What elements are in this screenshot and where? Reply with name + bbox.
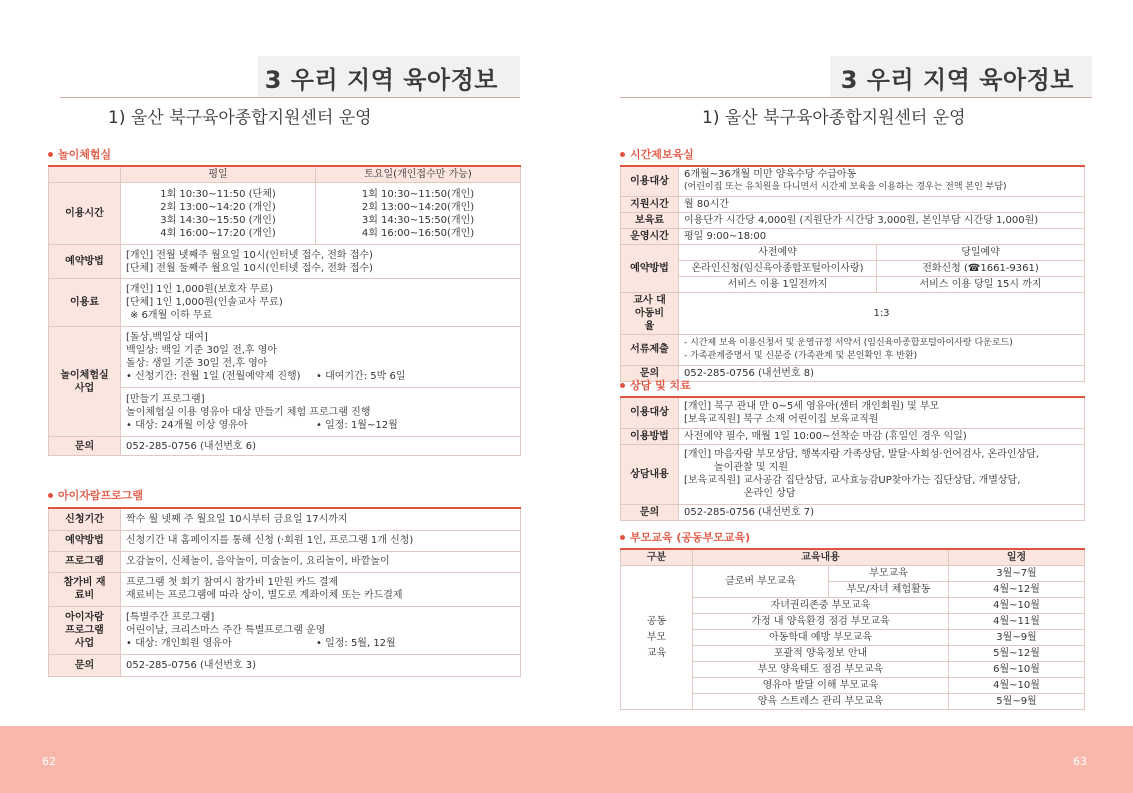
docs-cell: - 시간제 보육 이용신청서 및 운영규정 서약서 (임신육아종합포털아이사랑 다운로드) - 가족관계증명서 및 신분증 (가족관계 및 본인확인 후 반환) bbox=[679, 334, 1085, 365]
table-row bbox=[621, 504, 1085, 520]
empty-header-cell bbox=[49, 166, 121, 183]
aijaram-table bbox=[48, 507, 521, 677]
table-row bbox=[49, 327, 521, 388]
table-row bbox=[621, 428, 1085, 444]
counsel-table bbox=[620, 396, 1085, 521]
content-cell: [개인] 마음자람 부모상담, 행복자람 가족상담, 발달·사회성·언어검사, 온라인상담, 놀이관찰 및 지원 [보육교직원] 교사공감 집단상담, 교사효능감UP찾아가는 집단상담, 개별상담, 온라인 상담 bbox=[679, 444, 1085, 504]
table-row bbox=[49, 530, 521, 551]
edu-content: 부모/자녀 체험활동 bbox=[829, 582, 949, 598]
saturday-times: 1회 10:30~11:50(개인) 2회 13:00~14:20(개인) 3회 14:30~15:50(개인) 4회 16:00~16:50(개인) bbox=[316, 183, 521, 245]
section-subtitle: 1) 울산 북구육아종합지원센터 운영 bbox=[702, 108, 966, 128]
clover-label: 클로버 부모교육 bbox=[693, 566, 829, 598]
table-row bbox=[621, 166, 1085, 196]
row-value: 월 80시간 bbox=[679, 196, 1085, 212]
col-header-schedule: 일정 bbox=[949, 549, 1085, 566]
row-value: 오감놀이, 신체놀이, 음악놀이, 미술놀이, 요리놀이, 바깥놀이 bbox=[121, 551, 521, 572]
row-label: 문의 bbox=[621, 504, 679, 520]
table-row bbox=[49, 437, 521, 456]
row-label: 프로그램 bbox=[49, 551, 121, 572]
edu-content: 부모 양육태도 점검 부모교육 bbox=[693, 662, 949, 678]
edu-content: 양육 스트레스 관리 부모교육 bbox=[693, 694, 949, 710]
row-label: 문의 bbox=[49, 654, 121, 676]
page-number-left: 62 bbox=[42, 755, 56, 768]
row-label: 참가비 재료비 bbox=[49, 572, 121, 606]
row-label: 이용방법 bbox=[621, 428, 679, 444]
edu-schedule: 4월~10월 bbox=[949, 598, 1085, 614]
row-label: 보육료 bbox=[621, 212, 679, 228]
table-row bbox=[621, 292, 1085, 334]
group-label: 공동 부모 교육 bbox=[621, 566, 693, 710]
table-row bbox=[49, 166, 521, 183]
edu-schedule: 5월~12월 bbox=[949, 646, 1085, 662]
header-divider bbox=[620, 97, 1092, 98]
table-row bbox=[49, 572, 521, 606]
pre-when: 서비스 이용 1일전까지 bbox=[679, 276, 877, 292]
page-footer bbox=[0, 726, 1133, 793]
bullet-icon bbox=[48, 152, 53, 157]
col-header-content: 교육내용 bbox=[693, 549, 949, 566]
table-row bbox=[621, 566, 1085, 582]
chapter-title: 3 우리 지역 육아정보 bbox=[840, 66, 1074, 94]
bullet-icon bbox=[620, 383, 625, 388]
section-subtitle: 1) 울산 북구육아종합지원센터 운영 bbox=[108, 108, 372, 128]
edu-content: 가정 내 양육환경 점검 부모교육 bbox=[693, 614, 949, 630]
table-row bbox=[621, 397, 1085, 428]
edu-content: 포괄적 양육정보 안내 bbox=[693, 646, 949, 662]
target-cell: 6개월~36개월 미만 양육수당 수급아동 (어린이집 또는 유치원을 다니면서 시간제 보육을 이용하는 경우는 전액 본인 부담) bbox=[679, 166, 1085, 196]
row-label: 신청기간 bbox=[49, 508, 121, 530]
row-label: 문의 bbox=[621, 365, 679, 381]
row-label: 이용료 bbox=[49, 279, 121, 327]
row-label: 예약방법 bbox=[621, 244, 679, 292]
row-label: 지원시간 bbox=[621, 196, 679, 212]
bullet-icon bbox=[48, 493, 53, 498]
same-method: 전화신청 (☎1661-9361) bbox=[877, 260, 1085, 276]
table-row bbox=[621, 244, 1085, 260]
ratio-value: 1:3 bbox=[679, 292, 1085, 334]
row-label: 이용대상 bbox=[621, 397, 679, 428]
fee-cell: [개인] 1인 1,000원(보호자 무료) [단체] 1인 1,000원(인솔교사 무료) ※ 6개월 이하 무료 bbox=[121, 279, 521, 327]
bullet-icon bbox=[620, 152, 625, 157]
reserve-cell: [개인] 전월 넷째주 월요일 10시(인터넷 접수, 전화 접수) [단체] 전월 둘째주 월요일 10시(인터넷 접수, 전화 접수) bbox=[121, 245, 521, 279]
table-row bbox=[621, 212, 1085, 228]
parent-edu-table bbox=[620, 548, 1085, 710]
edu-content: 아동학대 예방 부모교육 bbox=[693, 630, 949, 646]
table-row bbox=[49, 279, 521, 327]
row-label: 운영시간 bbox=[621, 228, 679, 244]
table-row bbox=[621, 260, 1085, 276]
edu-content: 부모교육 bbox=[829, 566, 949, 582]
row-label: 예약방법 bbox=[49, 245, 121, 279]
contact-cell: 052-285-0756 (내선번호 8) bbox=[679, 365, 1085, 381]
timecare-table bbox=[620, 165, 1085, 382]
row-value: 사전예약 필수, 매월 1일 10:00~선착순 마감 (휴일인 경우 익일) bbox=[679, 428, 1085, 444]
row-label: 예약방법 bbox=[49, 530, 121, 551]
chapter-title: 3 우리 지역 육아정보 bbox=[264, 66, 498, 94]
row-value: 이용단가 시간당 4,000원 (지원단가 시간당 3,000원, 본인부담 시간당 1,000원) bbox=[679, 212, 1085, 228]
section-heading-parent-edu: 부모교육 (공동부모교육) bbox=[620, 529, 750, 545]
pre-method: 온라인신청(임신육아종합포털아이사랑) bbox=[679, 260, 877, 276]
row-label: 교사 대 아동비율 bbox=[621, 292, 679, 334]
row-label: 이용시간 bbox=[49, 183, 121, 245]
table-row bbox=[49, 654, 521, 676]
left-page bbox=[48, 0, 520, 726]
edu-schedule: 3월~7월 bbox=[949, 566, 1085, 582]
program-b-cell: [만들기 프로그램] 놀이체험실 이용 영유아 대상 만들기 체험 프로그램 진행 • 대상: 24개월 이상 영유아 • 일정: 1월~12월 bbox=[121, 388, 521, 437]
table-row bbox=[49, 245, 521, 279]
edu-schedule: 4월~12월 bbox=[949, 582, 1085, 598]
program-a-cell: [돌상,백일상 대여] 백일상: 백일 기준 30일 전,후 영아 돌상: 생일 기준 30일 전,후 영아 • 신청기간: 전월 1일 (전월예약제 진행) • 대여기간: 5박 6일 bbox=[121, 327, 521, 388]
table-row bbox=[621, 196, 1085, 212]
col-header-pre: 사전예약 bbox=[679, 244, 877, 260]
table-row bbox=[49, 606, 521, 654]
row-value: 평일 9:00~18:00 bbox=[679, 228, 1085, 244]
row-label: 상담내용 bbox=[621, 444, 679, 504]
section-heading-timecare: 시간제보육실 bbox=[620, 146, 694, 162]
col-header-saturday: 토요일(개인접수만 가능) bbox=[316, 166, 521, 183]
contact-cell: 052-285-0756 (내선번호 6) bbox=[121, 437, 521, 456]
col-header-same: 당일예약 bbox=[877, 244, 1085, 260]
section-heading-play: 놀이체험실 bbox=[48, 146, 111, 162]
section-heading-counsel: 상담 및 치료 bbox=[620, 377, 691, 393]
edu-content: 자녀권리존중 부모교육 bbox=[693, 598, 949, 614]
col-header-weekday: 평일 bbox=[121, 166, 316, 183]
page-number-right: 63 bbox=[1073, 755, 1087, 768]
weekday-times: 1회 10:30~11:50 (단체) 2회 13:00~14:20 (개인) 3회 14:30~15:50 (개인) 4회 16:00~17:20 (개인) bbox=[121, 183, 316, 245]
row-value: 짝수 월 넷째 주 월요일 10시부터 금요일 17시까지 bbox=[121, 508, 521, 530]
row-label: 아이자람 프로그램 사업 bbox=[49, 606, 121, 654]
same-when: 서비스 이용 당일 15시 까지 bbox=[877, 276, 1085, 292]
row-label: 이용대상 bbox=[621, 166, 679, 196]
table-row bbox=[49, 183, 521, 245]
edu-content: 영유아 발달 이해 부모교육 bbox=[693, 678, 949, 694]
row-label: 놀이체험실 사업 bbox=[49, 327, 121, 437]
table-row bbox=[49, 508, 521, 530]
bullet-icon bbox=[620, 535, 625, 540]
edu-schedule: 3월~9월 bbox=[949, 630, 1085, 646]
contact-cell: 052-285-0756 (내선번호 7) bbox=[679, 504, 1085, 520]
edu-schedule: 6월~10월 bbox=[949, 662, 1085, 678]
contact-cell: 052-285-0756 (내선번호 3) bbox=[121, 654, 521, 676]
special-cell: [특별주간 프로그램] 어린이날, 크리스마스 주간 특별프로그램 운영 • 대상: 개인회원 영유아 • 일정: 5월, 12월 bbox=[121, 606, 521, 654]
play-room-table bbox=[48, 165, 521, 456]
right-page bbox=[620, 0, 1092, 726]
target-cell: [개인] 북구 관내 만 0~5세 영유아(센터 개인회원) 및 부모 [보육교직원] 북구 소재 어린이집 보육교직원 bbox=[679, 397, 1085, 428]
fee-cell: 프로그램 첫 회기 참여시 참가비 1만원 카드 결제 재료비는 프로그램에 따라 상이, 별도로 계좌이체 또는 카드결제 bbox=[121, 572, 521, 606]
header-divider bbox=[60, 97, 520, 98]
table-row bbox=[49, 551, 521, 572]
table-row bbox=[621, 334, 1085, 365]
edu-schedule: 4월~10월 bbox=[949, 678, 1085, 694]
col-header-type: 구분 bbox=[621, 549, 693, 566]
table-row bbox=[621, 228, 1085, 244]
row-value: 신청기간 내 홈페이지를 통해 신청 (·회원 1인, 프로그램 1개 신청) bbox=[121, 530, 521, 551]
section-heading-aijaram: 아이자람프로그램 bbox=[48, 487, 143, 503]
table-row bbox=[621, 549, 1085, 566]
table-row bbox=[621, 276, 1085, 292]
row-label: 서류제출 bbox=[621, 334, 679, 365]
table-row bbox=[621, 444, 1085, 504]
row-label: 문의 bbox=[49, 437, 121, 456]
edu-schedule: 5월~9월 bbox=[949, 694, 1085, 710]
edu-schedule: 4월~11월 bbox=[949, 614, 1085, 630]
